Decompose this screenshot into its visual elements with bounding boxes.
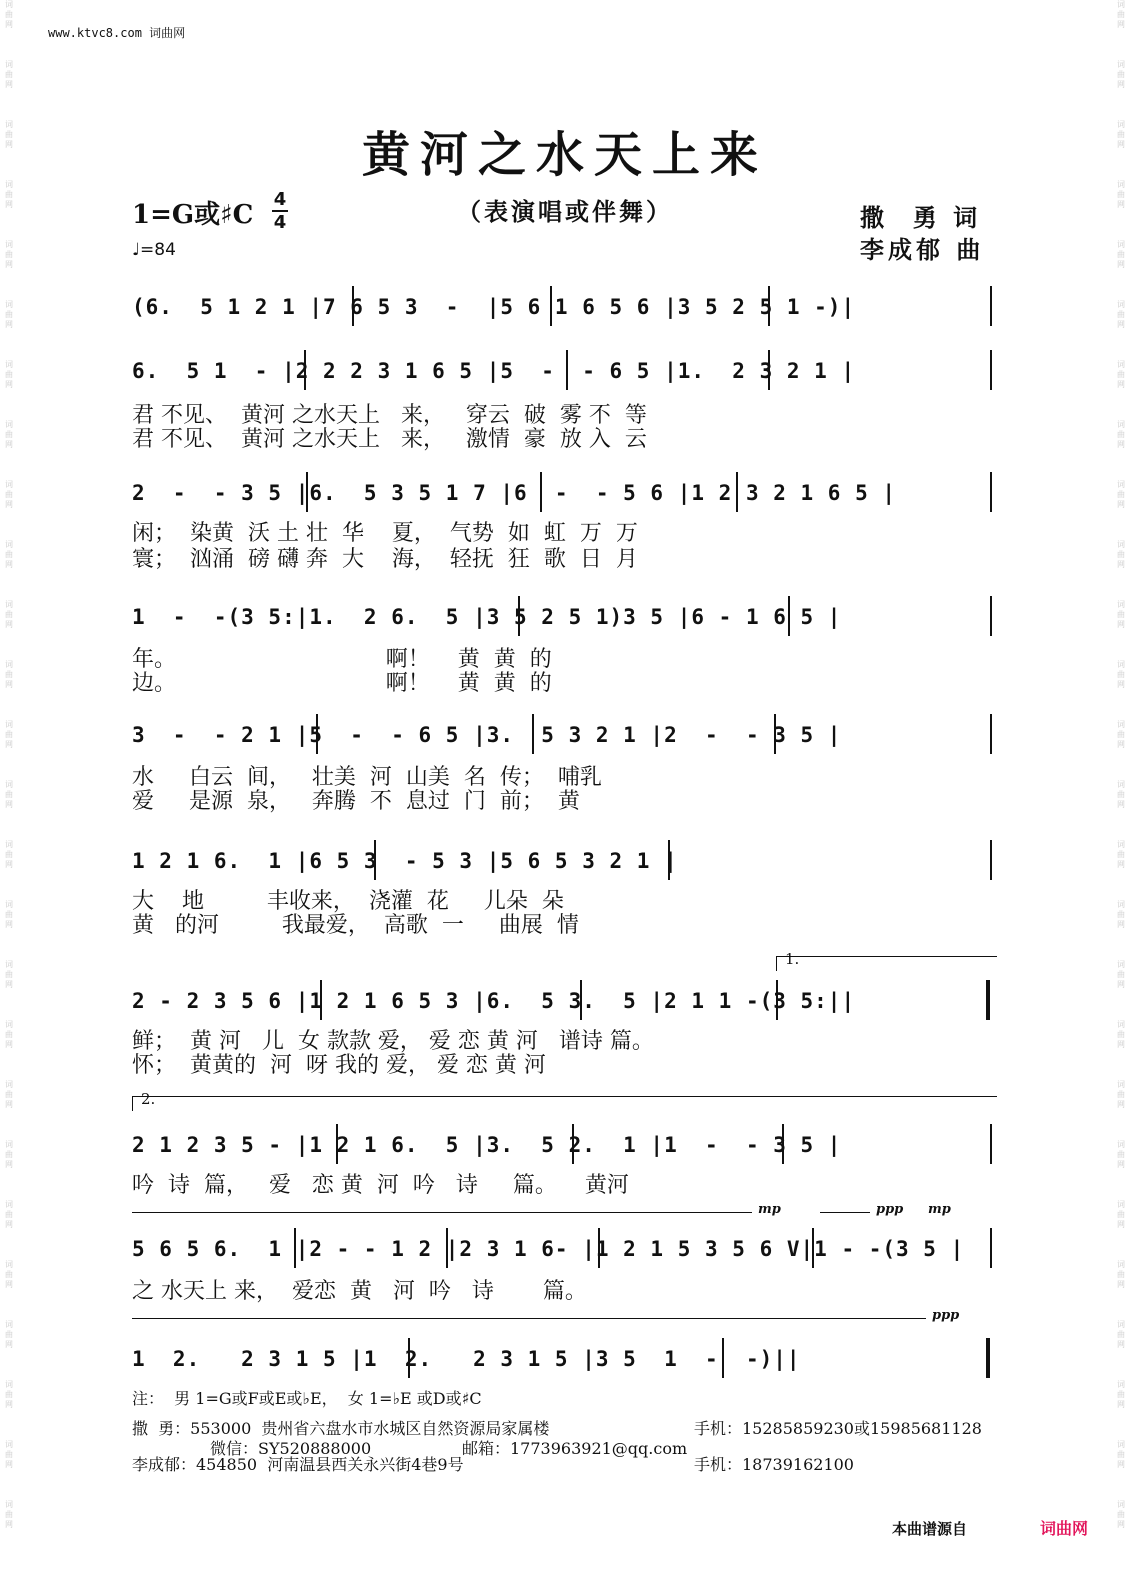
lyric-line-4a: 年。 啊！ 黄 黄 的 — [132, 647, 552, 672]
barline — [776, 980, 778, 1020]
watermark-text: 词 曲 网 — [1117, 1020, 1125, 1049]
volta-bracket-1 — [776, 950, 997, 971]
barline — [336, 1124, 338, 1164]
watermark-text: 词 曲 网 — [5, 60, 13, 89]
volta-label-2: 2. — [141, 1090, 156, 1108]
watermark-text: 词 曲 网 — [1117, 480, 1125, 509]
notation-row-4: 1 - -(3 5:|1. 2 6. 5 |3 5 2 5 1)3 5 |6 - 1 6 5 | — [132, 605, 842, 629]
watermark-text: 词 曲 网 — [5, 840, 13, 869]
site-url-text: www.ktvc8.com — [48, 26, 142, 40]
watermark-text: 词 曲 网 — [1117, 900, 1125, 929]
dynamic-mp-1: mp — [758, 1202, 781, 1217]
watermark-text: 词 曲 网 — [1117, 0, 1125, 29]
watermark-text: 词 曲 网 — [5, 300, 13, 329]
barline — [812, 1228, 814, 1268]
watermark-text: 词 曲 网 — [1117, 780, 1125, 809]
dynamic-mp-2: mp — [928, 1202, 951, 1217]
barline — [550, 286, 552, 326]
watermark-text: 词 曲 网 — [1117, 540, 1125, 569]
site-url[interactable] — [48, 24, 185, 41]
lyric-line-2b: 君 不见、 黄河 之水天上 来， 激情 豪 放 入 云 — [132, 427, 647, 452]
watermark-text: 词 曲 网 — [5, 1200, 13, 1229]
barline — [990, 596, 992, 636]
watermark-text: 词 曲 网 — [5, 240, 13, 269]
composer-contact-address: 李成郁：454850 河南温县西关永兴街4巷9号 — [132, 1455, 464, 1474]
decrescendo-line-1 — [132, 1212, 752, 1213]
time-signature-top: 4 — [273, 189, 287, 210]
barline — [668, 840, 670, 880]
barline — [566, 350, 568, 390]
barline — [788, 596, 790, 636]
watermark-text: 词 曲 网 — [5, 1140, 13, 1169]
lyric-line-3a: 闲； 染黄 沃 土 壮 华 夏， 气势 如 虹 万 万 — [132, 521, 638, 546]
barline — [990, 714, 992, 754]
barline — [304, 350, 306, 390]
watermark-text: 词 曲 网 — [1117, 720, 1125, 749]
watermark-text: 词 曲 网 — [5, 1260, 13, 1289]
lyricist-contact-wechat: 微信：SY520888000 — [210, 1439, 372, 1458]
barline — [736, 472, 738, 512]
watermark-text: 词 曲 网 — [1117, 600, 1125, 629]
barline — [540, 472, 542, 512]
barline — [598, 1228, 600, 1268]
notation-row-5: 3 - - 2 1 |5 - - 6 5 |3. 5 3 2 1 |2 - - 3 5 | — [132, 723, 842, 747]
lyric-line-5b: 爱 是源 泉， 奔腾 不 息过 门 前； 黄 — [132, 789, 580, 814]
barline — [990, 350, 992, 390]
watermark-text: 词 曲 网 — [1117, 240, 1125, 269]
barline — [320, 980, 322, 1020]
decrescendo-line-2 — [132, 1318, 926, 1319]
watermark-text: 词 曲 网 — [1117, 360, 1125, 389]
dynamic-ppp-1: ppp — [876, 1202, 904, 1217]
watermark-text: 词 曲 网 — [5, 480, 13, 509]
key-signature: 1=G或♯C — [132, 200, 254, 230]
watermark-text: 词 曲 网 — [1117, 420, 1125, 449]
notation-row-6: 1 2 1 6. 1 |6 5 3 - 5 3 |5 6 5 3 2 1 | — [132, 849, 678, 873]
lyricist-contact-address: 撒 勇：553000 贵州省六盘水市水城区自然资源局家属楼 — [132, 1419, 550, 1438]
notation-row-2: 6. 5 1 - |2 2 2 3 1 6 5 |5 - - 6 5 |1. 2 3 2 1 | — [132, 359, 856, 383]
lyric-line-6a: 大 地 丰收来， 浇灌 花 儿朵 朵 — [132, 889, 564, 914]
lyric-line-2a: 君 不见、 黄河 之水天上 来， 穿云 破 雾 不 等 — [132, 403, 647, 428]
source-label: 本曲谱源自 — [892, 1520, 968, 1538]
watermark-text: 词 曲 网 — [5, 540, 13, 569]
barline — [306, 472, 308, 512]
barline — [374, 840, 376, 880]
barline — [782, 1124, 784, 1164]
barline — [580, 980, 582, 1020]
voice-key-note: 注： 男 1=G或F或E或♭E， 女 1=♭E 或D或♯C — [132, 1389, 482, 1408]
watermark-text: 词 曲 网 — [5, 780, 13, 809]
site-name-text: 词曲网 — [149, 26, 186, 40]
watermark-text: 词 曲 网 — [1117, 840, 1125, 869]
watermark-text: 词 曲 网 — [1117, 1440, 1125, 1469]
watermark-text: 词 曲 网 — [1117, 1200, 1125, 1229]
lyric-line-3b: 寰； 汹涌 磅 礴 奔 大 海， 轻抚 狂 歌 日 月 — [132, 547, 638, 572]
composer-credit: 李成郁 曲 — [860, 235, 985, 264]
watermark-text: 词 曲 网 — [5, 720, 13, 749]
watermark-text: 词 曲 网 — [1117, 60, 1125, 89]
watermark-text: 词 曲 网 — [5, 420, 13, 449]
watermark-text: 词 曲 网 — [1117, 660, 1125, 689]
watermark-text: 词 曲 网 — [5, 360, 13, 389]
watermark-text: 词 曲 网 — [1117, 300, 1125, 329]
hairpin-line — [820, 1212, 870, 1213]
barline — [990, 286, 992, 326]
barline — [990, 1124, 992, 1164]
watermark-text: 词 曲 网 — [5, 1380, 13, 1409]
watermark-text: 词 曲 网 — [5, 1500, 13, 1529]
lyric-line-6b: 黄 的河 我最爱， 高歌 一 曲展 情 — [132, 913, 579, 938]
watermark-text: 词 曲 网 — [5, 1080, 13, 1109]
watermark-text: 词 曲 网 — [5, 1320, 13, 1349]
watermark-text: 词 曲 网 — [1117, 1500, 1125, 1529]
barline — [518, 596, 520, 636]
watermark-text: 词 曲 网 — [5, 600, 13, 629]
lyric-line-5a: 水 白云 间， 壮美 河 山美 名 传； 哺乳 — [132, 765, 602, 790]
composer-contact-phone: 手机：18739162100 — [694, 1455, 854, 1474]
watermark-text: 词 曲 网 — [5, 1020, 13, 1049]
watermark-text: 词 曲 网 — [5, 120, 13, 149]
notation-row-10: 1 2. 2 3 1 5 |1 2. 2 3 1 5 |3 5 1 - -)|| — [132, 1347, 801, 1371]
watermark-column-right — [1112, 0, 1130, 1578]
notation-row-8: 2 1 2 3 5 - |1 2 1 6. 5 |3. 5 2. 1 |1 - - 3 5 | — [132, 1133, 842, 1157]
lyric-line-7b: 怀； 黄黄的 河 呀 我的 爱， 爱 恋 黄 河 — [132, 1053, 546, 1078]
lyric-line-9a: 之 水天上 来， 爱恋 黄 河 吟 诗 篇。 — [132, 1279, 587, 1304]
watermark-text: 词 曲 网 — [5, 1440, 13, 1469]
watermark-text: 词 曲 网 — [1117, 1140, 1125, 1169]
watermark-text: 词 曲 网 — [1117, 1320, 1125, 1349]
watermark-text: 词 曲 网 — [5, 180, 13, 209]
watermark-text: 词 曲 网 — [1117, 1260, 1125, 1289]
barline — [990, 472, 992, 512]
watermark-text: 词 曲 网 — [1117, 960, 1125, 989]
barline — [774, 714, 776, 754]
volta-bracket-2 — [132, 1090, 997, 1111]
notation-row-7: 2 - 2 3 5 6 |1 2 1 6 5 3 |6. 5 3. 5 |2 1 1 -(3 5:|| — [132, 989, 856, 1013]
notation-row-9: 5 6 5 6. 1 |2 - - 1 2 |2 3 1 6- |1 2 1 5 3 5 6 V|1 - -(3 5 | — [132, 1237, 965, 1261]
notation-row-3: 2 - - 3 5 |6. 5 3 5 1 7 |6 - - 5 6 |1 2 3 2 1 6 5 | — [132, 481, 897, 505]
lyricist-contact-phone: 手机：15285859230或15985681128 — [694, 1419, 982, 1438]
barline — [294, 1228, 296, 1268]
watermark-text: 词 曲 网 — [5, 660, 13, 689]
watermark-column-left — [0, 0, 18, 1578]
dynamic-ppp-2: ppp — [932, 1308, 960, 1323]
watermark-text: 词 曲 网 — [1117, 1380, 1125, 1409]
time-signature-bottom: 4 — [273, 212, 287, 233]
barline — [768, 286, 770, 326]
barline — [572, 1124, 574, 1164]
repeat-barline — [986, 980, 990, 1020]
barline — [722, 1338, 724, 1378]
song-subtitle: （表演唱或伴舞） — [457, 197, 673, 226]
barline — [316, 714, 318, 754]
lyric-line-8a: 吟 诗 篇， 爱 恋 黄 河 吟 诗 篇。 黄河 — [132, 1173, 629, 1198]
volta-label-1: 1. — [785, 950, 800, 968]
barline — [990, 840, 992, 880]
watermark-text: 词 曲 网 — [5, 960, 13, 989]
watermark-text: 词 曲 网 — [1117, 180, 1125, 209]
barline — [408, 1338, 410, 1378]
lyric-line-7a: 鲜； 黄 河 儿 女 款款 爱， 爱 恋 黄 河 谱诗 篇。 — [132, 1029, 654, 1054]
barline — [446, 1228, 448, 1268]
final-barline — [986, 1338, 990, 1378]
tempo-marking: ♩=84 — [132, 240, 176, 260]
barline — [352, 286, 354, 326]
watermark-text: 词 曲 网 — [5, 900, 13, 929]
barline — [768, 350, 770, 390]
lyric-line-4b: 边。 啊！ 黄 黄 的 — [132, 671, 552, 696]
barline — [532, 714, 534, 754]
watermark-text: 词 曲 网 — [5, 0, 13, 29]
lyricist-contact-email: 邮箱：1773963921@qq.com — [462, 1439, 688, 1458]
watermark-text: 词 曲 网 — [1117, 1080, 1125, 1109]
notation-row-1: (6. 5 1 2 1 |7 6 5 3 - |5 6 1 6 5 6 |3 5 2 5 1 -)| — [132, 295, 856, 319]
song-title: 黄河之水天上来 — [361, 127, 768, 183]
time-signature — [272, 190, 288, 232]
site-logo-link[interactable]: 词曲网 — [1040, 1519, 1089, 1538]
barline — [990, 1228, 992, 1268]
watermark-text: 词 曲 网 — [1117, 120, 1125, 149]
lyricist-credit: 撒 勇 词 — [860, 203, 982, 232]
